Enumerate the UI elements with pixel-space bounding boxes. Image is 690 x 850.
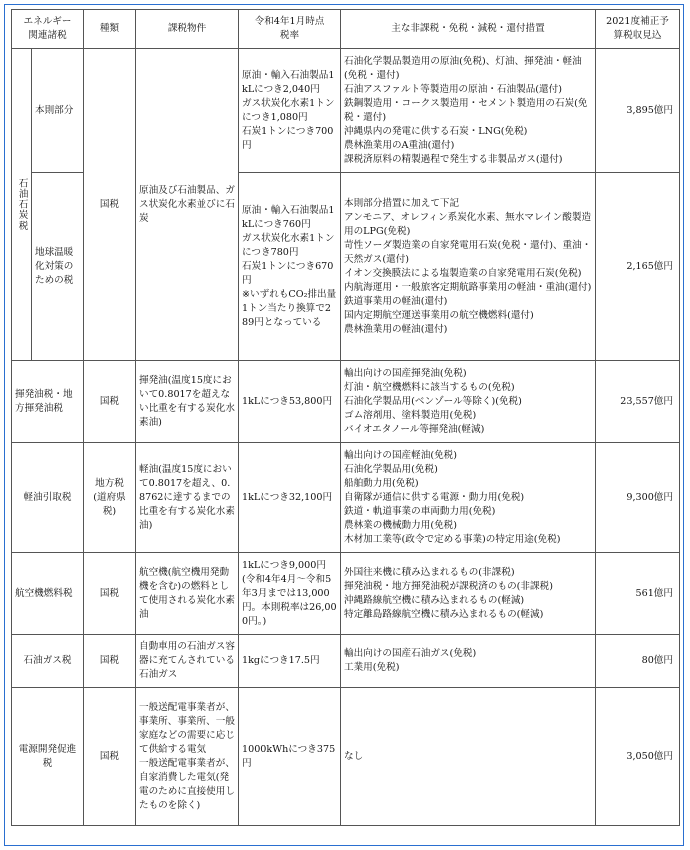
measure-item: 鉄道・軌道事業の車両動力用(免税) — [344, 505, 496, 517]
table-row — [12, 553, 680, 635]
measure-item: 外国往来機に積み込まれるもの(非課税) — [344, 566, 515, 578]
header-rate: 令和4年1月時点 税率 — [239, 10, 341, 49]
header-revenue: 2021度補正予 算税収見込 — [596, 10, 680, 49]
climate-rate: 原油・輸入石油製品1kLにつき760円 ガス状炭化水素1トンにつき780円 石炭1トンにつき670円 ※いずれもCO₂排出量1トン当たり換算で289円となっている — [239, 173, 341, 361]
main-measures — [341, 49, 596, 173]
aviation-fuel-tax-measures — [341, 553, 596, 635]
diesel-tax-category: 地方税 (道府県税) — [84, 443, 136, 553]
measure-item: 灯油・航空機燃料に該当するもの(免税) — [344, 381, 515, 393]
measure-item: 木材加工業等(政令で定める事業)の特定用途(免税) — [344, 533, 561, 545]
measure-item: 石油化学製品用(ベンゾール等除く)(免税) — [344, 395, 522, 407]
measure-item: 輸出向けの国産軽油(免税) — [344, 449, 458, 461]
aviation-fuel-tax-name: 航空機燃料税 — [12, 553, 84, 635]
lpg-tax-rate: 1kgにつき17.5円 — [239, 635, 341, 688]
header-related-tax: エネルギー 関連諸税 — [12, 10, 84, 49]
table-row — [12, 635, 680, 688]
climate-revenue: 2,165億円 — [596, 173, 680, 361]
header-row — [12, 10, 680, 49]
energy-tax-table — [11, 9, 680, 826]
lpg-tax-revenue: 80億円 — [596, 635, 680, 688]
table-row — [12, 443, 680, 553]
aviation-fuel-tax-rate: 1kLにつき9,000円(令和4年4月～令和5年3月までは13,000円。本則税率は26,000円。) — [239, 553, 341, 635]
measure-item: 輸出向けの国産揮発油(免税) — [344, 367, 467, 379]
lpg-tax-object: 自動車用の石油ガス容器に充てんされている石油ガス — [136, 635, 239, 688]
page-frame — [4, 4, 684, 846]
gasoline-tax-revenue: 23,557億円 — [596, 361, 680, 443]
measure-item: 鉄道事業用の軽油(還付) — [344, 295, 448, 307]
diesel-tax-name: 軽油引取税 — [12, 443, 84, 553]
measure-item: なし — [344, 750, 364, 762]
measure-item: 石油アスファルト等製造用の原油・石油製品(還付) — [344, 83, 562, 95]
lpg-tax-measures — [341, 635, 596, 688]
subrow-main-name: 本則部分 — [32, 49, 84, 173]
gasoline-tax-rate: 1kLにつき53,800円 — [239, 361, 341, 443]
lpg-tax-name: 石油ガス税 — [12, 635, 84, 688]
aviation-fuel-tax-category: 国税 — [84, 553, 136, 635]
group-label-petroleum-coal: 石油石炭税 — [12, 49, 32, 361]
measure-item: イオン交換膜法による塩製造業の自家発電用石炭(免税) — [344, 267, 582, 279]
table-row — [12, 688, 680, 826]
power-dev-tax-name: 電源開発促進税 — [12, 688, 84, 826]
measure-item: ゴム溶剤用、塗料製造用(免税) — [344, 409, 477, 421]
power-dev-tax-object: 一般送配電事業者が、事業所、事業所、一般家庭などの需要に応じて供給する電気 一般送配電事業者が、自家消費した電気(発電のために直接使用したものを除く) — [136, 688, 239, 826]
measure-item: 船舶動力用(免税) — [344, 477, 419, 489]
diesel-tax-measures — [341, 443, 596, 553]
main-revenue: 3,895億円 — [596, 49, 680, 173]
header-category: 種類 — [84, 10, 136, 49]
gasoline-tax-name: 揮発油税・地方揮発油税 — [12, 361, 84, 443]
measure-item: 石油化学製品製造用の原油(免税)、灯油、揮発油・軽油(免税・還付) — [344, 55, 582, 81]
power-dev-tax-rate: 1000kWhにつき375円 — [239, 688, 341, 826]
header-taxable-object: 課税物件 — [136, 10, 239, 49]
measure-item: 揮発油税・地方揮発油税が課税済のもの(非課税) — [344, 580, 553, 592]
diesel-tax-revenue: 9,300億円 — [596, 443, 680, 553]
measure-item: 農林漁業用の軽油(還付) — [344, 323, 448, 335]
petroleum-coal-object: 原油及び石油製品、ガス状炭化水素並びに石炭 — [136, 49, 239, 361]
diesel-tax-rate: 1kLにつき32,100円 — [239, 443, 341, 553]
subrow-climate-name: 地球温暖化対策のための税 — [32, 173, 84, 361]
measure-item: 輸出向けの国産石油ガス(免税) — [344, 648, 477, 659]
measure-item: 課税済原料の精製過程で発生する非製品ガス(還付) — [344, 153, 563, 165]
table-row — [12, 49, 680, 173]
measure-item: 沖縄路線航空機に積み込まれるもの(軽減) — [344, 594, 525, 606]
measure-item: 苛性ソーダ製造業の自家発電用石炭(免税・還付)、重油・天然ガス(還付) — [344, 239, 592, 265]
measure-item: 特定離島路線航空機に積み込まれるもの(軽減) — [344, 608, 544, 620]
main-rate: 原油・輸入石油製品1kLにつき2,040円 ガス状炭化水素1トンにつき1,080円 石炭1トンにつき700円 — [239, 49, 341, 173]
power-dev-tax-measures — [341, 688, 596, 826]
measure-item: 農林漁業用のA重油(還付) — [344, 139, 455, 151]
climate-measures — [341, 173, 596, 361]
measure-item: 内航海運用・一般旅客定期航路事業用の軽油・重油(還付) — [344, 281, 592, 293]
measure-item: 自衛隊が通信に供する電源・動力用(免税) — [344, 491, 525, 503]
measure-item: アンモニア、オレフィン系炭化水素、無水マレイン酸製造用のLPG(免税) — [344, 211, 592, 237]
measure-item: 石油化学製品用(免税) — [344, 463, 438, 475]
gasoline-tax-category: 国税 — [84, 361, 136, 443]
power-dev-tax-revenue: 3,050億円 — [596, 688, 680, 826]
petroleum-coal-category: 国税 — [84, 49, 136, 361]
aviation-fuel-tax-object: 航空機(航空機用発動機を含む)の燃料として使用される炭化水素油 — [136, 553, 239, 635]
measure-item: 沖縄県内の発電に供する石炭・LNG(免税) — [344, 125, 528, 137]
measure-item: 鉄鋼製造用・コークス製造用・セメント製造用の石炭(免税・還付) — [344, 97, 588, 123]
measure-item: 農林業の機械動力用(免税) — [344, 519, 458, 531]
table-row — [12, 361, 680, 443]
gasoline-tax-object: 揮発油(温度15度において0.8017を超えない比重を有する炭化水素油) — [136, 361, 239, 443]
measure-item: 本則部分措置に加えて下記 — [344, 197, 460, 209]
measure-item: 国内定期航空運送事業用の航空機燃料(還付) — [344, 309, 534, 321]
power-dev-tax-category: 国税 — [84, 688, 136, 826]
aviation-fuel-tax-revenue: 561億円 — [596, 553, 680, 635]
header-measures: 主な非課税・免税・減税・還付措置 — [341, 10, 596, 49]
measure-item: バイオエタノール等揮発油(軽減) — [344, 423, 485, 435]
gasoline-tax-measures — [341, 361, 596, 443]
measure-item: 工業用(免税) — [344, 662, 400, 673]
lpg-tax-category: 国税 — [84, 635, 136, 688]
diesel-tax-object: 軽油(温度15度において0.8017を超え、0.8762に達するまでの比重を有する炭化水素油) — [136, 443, 239, 553]
